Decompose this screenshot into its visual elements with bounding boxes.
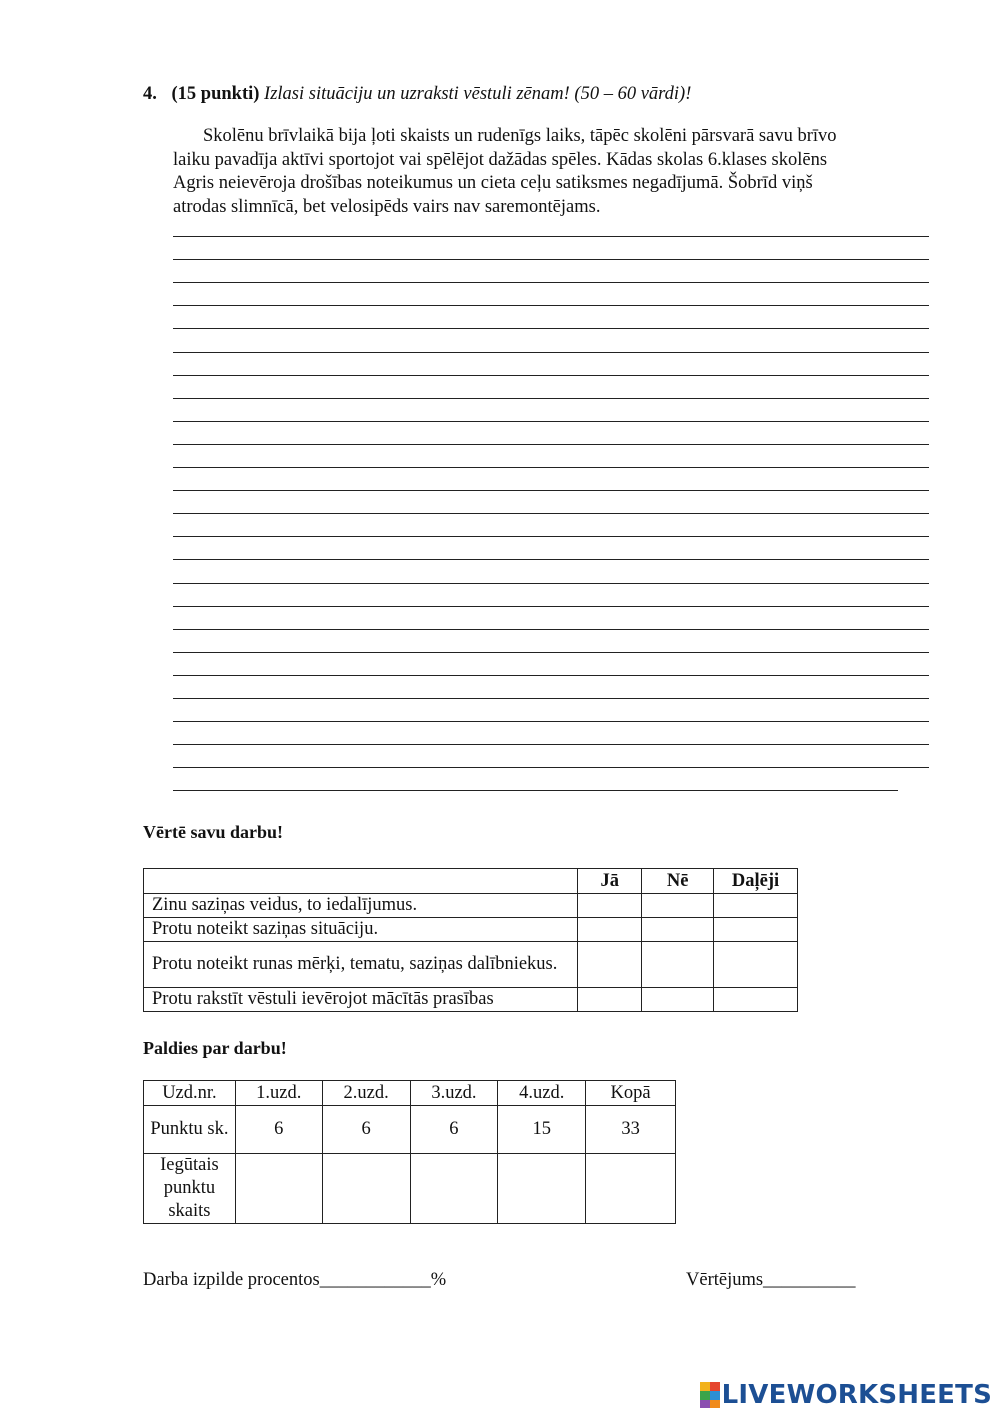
header-task-4: 4.uzd.	[498, 1081, 586, 1106]
yes-cell[interactable]	[578, 894, 642, 918]
writing-line[interactable]	[173, 282, 929, 283]
self-evaluation-title: Vērtē savu darbu!	[143, 822, 283, 842]
header-task-2: 2.uzd.	[322, 1081, 410, 1106]
writing-line[interactable]	[173, 444, 929, 445]
self-evaluation-table	[143, 868, 798, 1012]
earned-points-task-4[interactable]	[498, 1154, 586, 1224]
writing-line[interactable]	[173, 259, 929, 260]
header-task-number: Uzd.nr.	[144, 1081, 236, 1106]
no-cell[interactable]	[642, 894, 714, 918]
earned-points-total[interactable]	[586, 1154, 676, 1224]
writing-line[interactable]	[173, 236, 929, 237]
table-header-row	[144, 869, 798, 894]
writing-line[interactable]	[173, 375, 929, 376]
max-points-task-1: 6	[235, 1106, 322, 1154]
earned-points-row	[144, 1154, 676, 1224]
table-row	[144, 942, 798, 988]
writing-line[interactable]	[173, 328, 929, 329]
liveworksheets-mark-icon	[700, 1382, 720, 1408]
max-points-task-3: 6	[410, 1106, 498, 1154]
no-cell[interactable]	[642, 988, 714, 1012]
grade-field: Vērtējums__________	[686, 1270, 856, 1290]
partly-cell[interactable]	[714, 894, 798, 918]
writing-line[interactable]	[173, 675, 929, 676]
statement-cell: Protu noteikt runas mērķi, tematu, saziņas dalībniekus.	[144, 942, 578, 988]
writing-line[interactable]	[173, 536, 929, 537]
column-header-yes: Jā	[578, 869, 642, 894]
max-points-task-4: 15	[498, 1106, 586, 1154]
partly-cell[interactable]	[714, 988, 798, 1012]
yes-cell[interactable]	[578, 918, 642, 942]
writing-line[interactable]	[173, 698, 929, 699]
writing-line[interactable]	[173, 583, 929, 584]
writing-line[interactable]	[173, 398, 929, 399]
writing-line[interactable]	[173, 629, 929, 630]
max-points-label: Punktu sk.	[144, 1106, 236, 1154]
table-row	[144, 918, 798, 942]
letter-writing-area[interactable]	[173, 236, 929, 814]
no-cell[interactable]	[642, 918, 714, 942]
writing-line[interactable]	[173, 721, 929, 722]
writing-line[interactable]	[173, 305, 929, 306]
situation-line: laiku pavadīja aktīvi sportojot vai spēlējot dažādas spēles. Kādas skolas 6.klases skolēns	[173, 149, 828, 170]
header-total: Kopā	[586, 1081, 676, 1106]
task-header	[143, 84, 691, 105]
statement-cell: Zinu saziņas veidus, to iedalījumus.	[144, 894, 578, 918]
column-header-no: Nē	[642, 869, 714, 894]
statement-cell: Protu noteikt saziņas situāciju.	[144, 918, 578, 942]
earned-points-task-3[interactable]	[410, 1154, 498, 1224]
partly-cell[interactable]	[714, 942, 798, 988]
yes-cell[interactable]	[578, 988, 642, 1012]
thanks-title: Paldies par darbu!	[143, 1038, 287, 1058]
header-task-1: 1.uzd.	[235, 1081, 322, 1106]
earned-points-task-2[interactable]	[322, 1154, 410, 1224]
writing-line[interactable]	[173, 559, 929, 560]
writing-line[interactable]	[173, 652, 929, 653]
column-header-statement	[144, 869, 578, 894]
writing-line[interactable]	[173, 467, 929, 468]
writing-line[interactable]	[173, 606, 929, 607]
column-header-partly: Daļēji	[714, 869, 798, 894]
writing-line[interactable]	[173, 352, 929, 353]
max-points-task-2: 6	[322, 1106, 410, 1154]
score-header-row	[144, 1081, 676, 1106]
situation-line: atrodas slimnīcā, bet velosipēds vairs nav saremontējams.	[173, 196, 601, 217]
yes-cell[interactable]	[578, 942, 642, 988]
partly-cell[interactable]	[714, 918, 798, 942]
writing-line[interactable]	[173, 744, 929, 745]
header-task-3: 3.uzd.	[410, 1081, 498, 1106]
writing-line[interactable]	[173, 421, 929, 422]
earned-points-task-1[interactable]	[235, 1154, 322, 1224]
max-points-row	[144, 1106, 676, 1154]
task-number: 4.	[143, 84, 157, 104]
liveworksheets-logo	[700, 1380, 992, 1410]
brand-name: LIVEWORKSHEETS	[721, 1380, 992, 1410]
score-table	[143, 1080, 676, 1224]
max-points-total: 33	[586, 1106, 676, 1154]
no-cell[interactable]	[642, 942, 714, 988]
writing-line[interactable]	[173, 490, 929, 491]
task-points: (15 punkti)	[171, 84, 260, 104]
table-row	[144, 988, 798, 1012]
earned-points-label: Iegūtais punktu skaits	[144, 1154, 236, 1224]
percent-field: Darba izpilde procentos____________%	[143, 1270, 447, 1290]
situation-text	[173, 125, 913, 219]
writing-line[interactable]	[173, 790, 898, 791]
writing-line[interactable]	[173, 767, 929, 768]
task-instruction: Izlasi situāciju un uzraksti vēstuli zēnam! (50 – 60 vārdi)!	[264, 84, 692, 104]
situation-line: Agris neievēroja drošības noteikumus un cieta ceļu satiksmes negadījumā. Šobrīd viņš	[173, 173, 813, 193]
statement-cell: Protu rakstīt vēstuli ievērojot mācītās prasības	[144, 988, 578, 1012]
table-row	[144, 894, 798, 918]
situation-line: Skolēnu brīvlaikā bija ļoti skaists un rudenīgs laiks, tāpēc skolēni pārsvarā savu brīvo	[203, 126, 837, 146]
writing-line[interactable]	[173, 513, 929, 514]
